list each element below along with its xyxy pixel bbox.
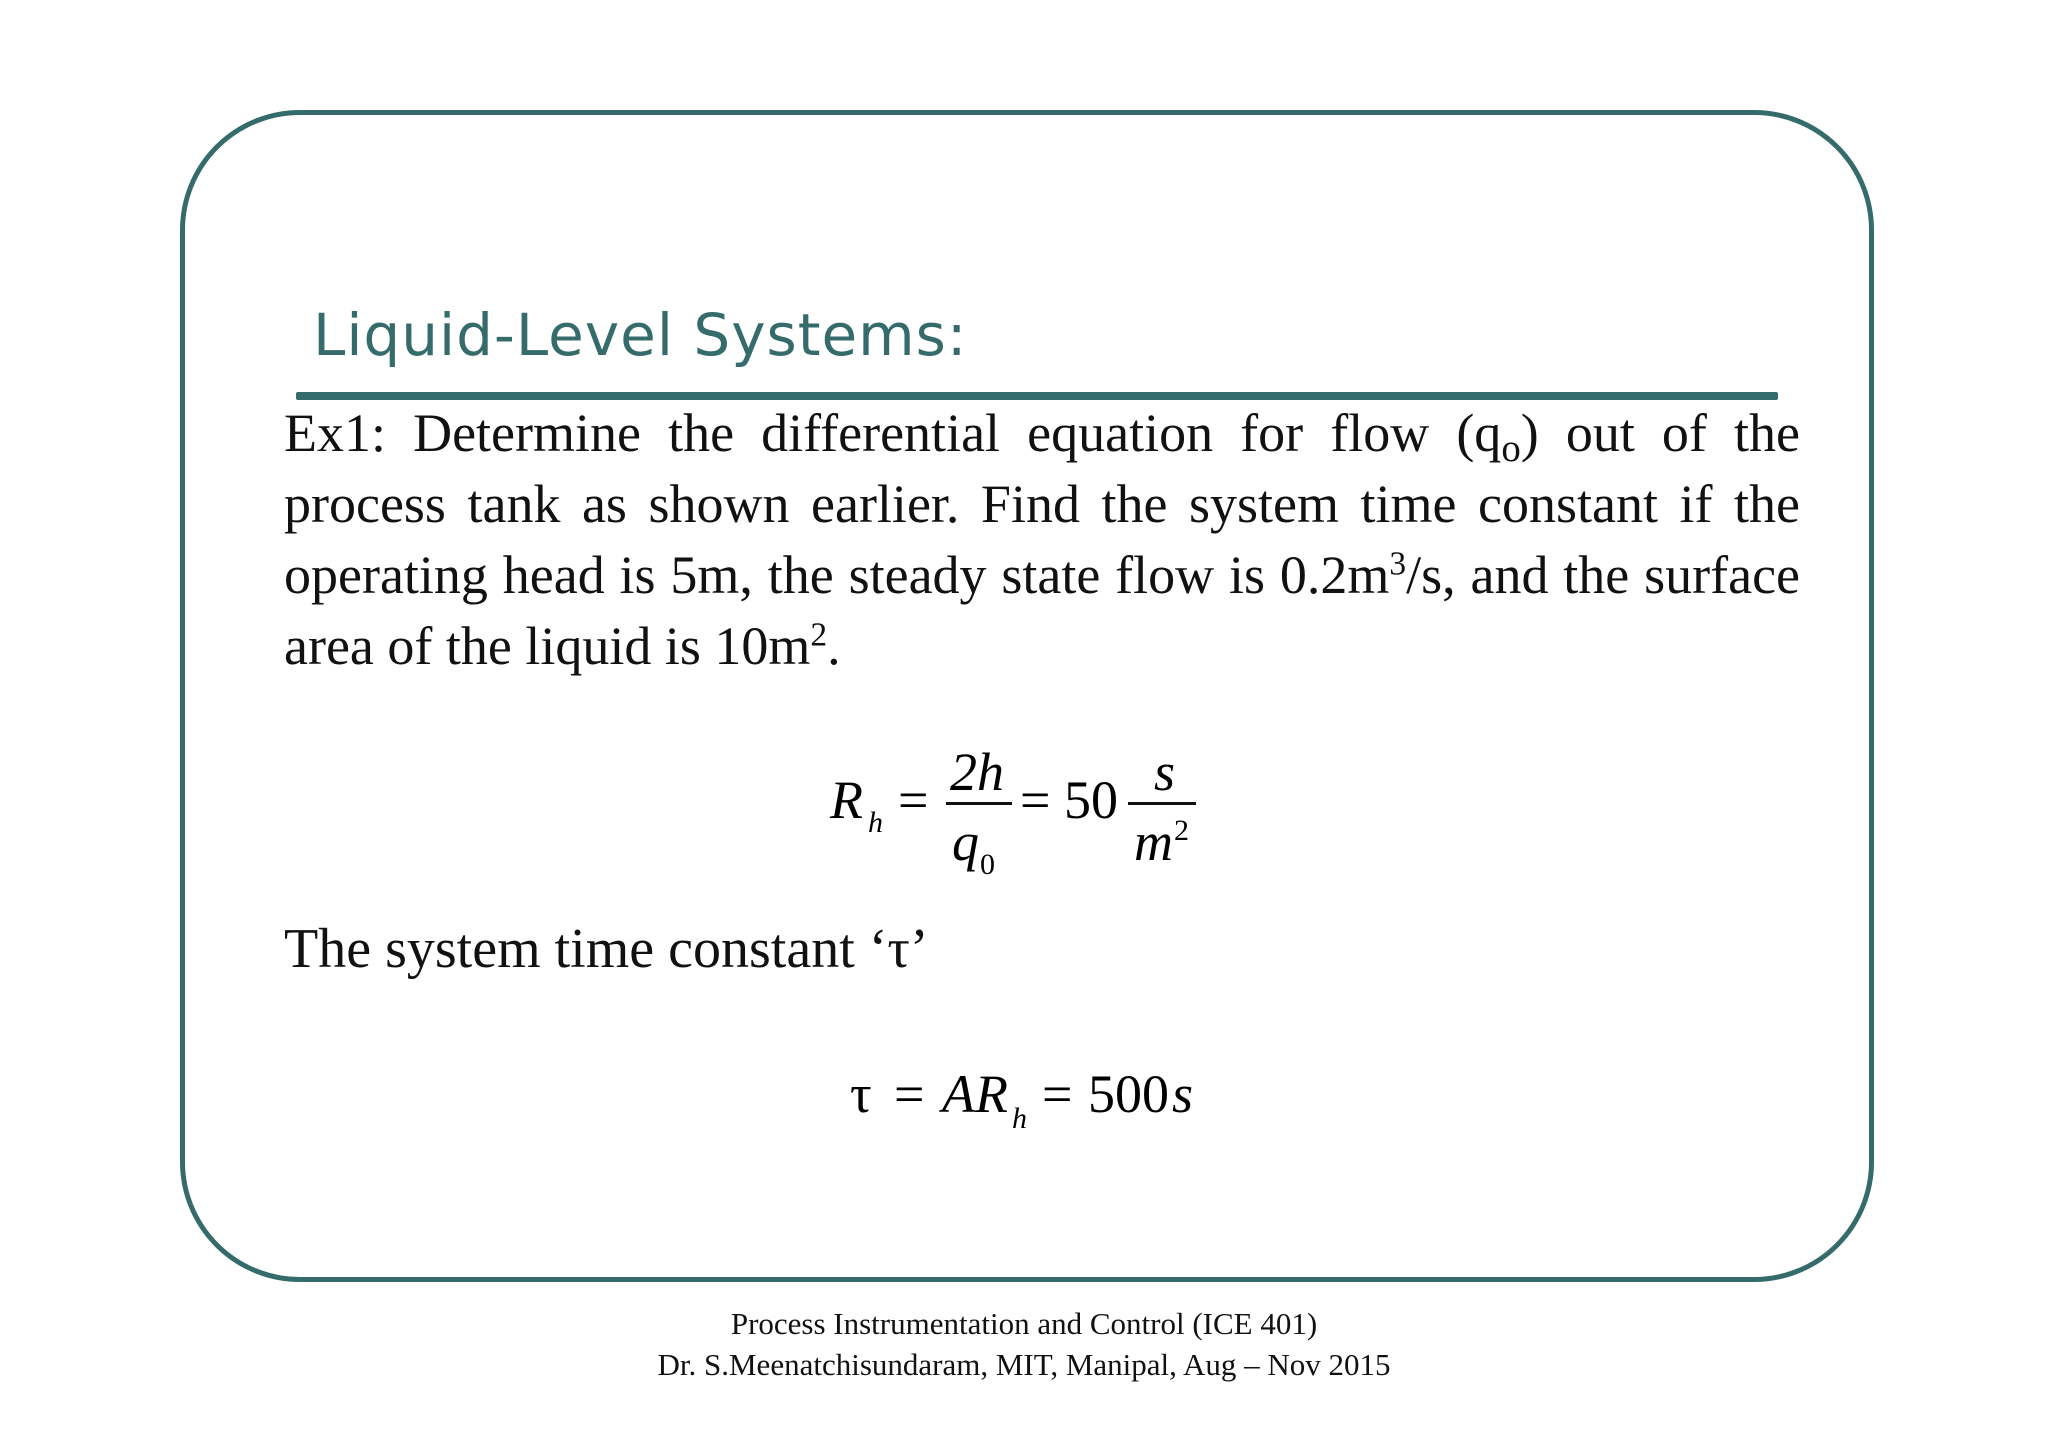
slide-title: Liquid-Level Systems: bbox=[313, 301, 968, 369]
flow-subscript: o bbox=[1501, 426, 1521, 470]
eq1-value: 50 bbox=[1064, 770, 1118, 830]
cube-superscript: 3 bbox=[1389, 545, 1407, 583]
eq1-unit-fraction-bar bbox=[1128, 802, 1196, 805]
problem-text-1: Ex1: Determine the differential equation for flow (q bbox=[284, 403, 1502, 463]
eq1-equals-2: = bbox=[1020, 770, 1051, 830]
problem-text-3: /s, and the surface area of the liquid is 10m bbox=[284, 545, 1801, 676]
footer-course: Process Instrumentation and Control (ICE 401) bbox=[730, 1306, 1318, 1341]
eq2-equals-2: = bbox=[1042, 1064, 1073, 1124]
eq1-fraction-bar bbox=[946, 802, 1012, 805]
time-constant-equation bbox=[846, 1052, 1306, 1142]
eq1-lhs: R bbox=[830, 770, 863, 830]
eq1-unit-numerator: s bbox=[1154, 742, 1176, 802]
footer-author: Dr. S.Meenatchisundaram, MIT, Manipal, Aug – Nov 2015 bbox=[657, 1347, 1391, 1382]
eq2-unit: s bbox=[1172, 1064, 1194, 1124]
time-constant-sentence: The system time constant ‘τ’ bbox=[284, 918, 929, 980]
problem-statement bbox=[284, 398, 1800, 682]
eq2-tau: τ bbox=[850, 1064, 872, 1124]
eq1-equals-1: = bbox=[898, 770, 929, 830]
eq2-value: 500 bbox=[1088, 1064, 1169, 1124]
eq1-denominator: q bbox=[952, 812, 979, 872]
eq1-denominator-subscript: 0 bbox=[980, 848, 995, 881]
eq2-equals-1: = bbox=[894, 1064, 925, 1124]
eq1-numerator: 2h bbox=[950, 742, 1004, 802]
resistance-equation bbox=[828, 730, 1328, 890]
problem-text-2: ) out of the process tank as shown earlier. Find the system time constant if the operating head is 5m, the steady state flow is 0.2m bbox=[284, 403, 1800, 605]
problem-text-4: . bbox=[827, 616, 841, 676]
eq1-unit-denominator: m bbox=[1134, 812, 1173, 872]
eq2-area-resistance: AR bbox=[942, 1064, 1008, 1124]
eq1-unit-superscript: 2 bbox=[1174, 814, 1189, 847]
eq1-lhs-subscript: h bbox=[868, 806, 883, 839]
square-superscript: 2 bbox=[810, 616, 828, 654]
eq2-subscript: h bbox=[1012, 1102, 1027, 1135]
